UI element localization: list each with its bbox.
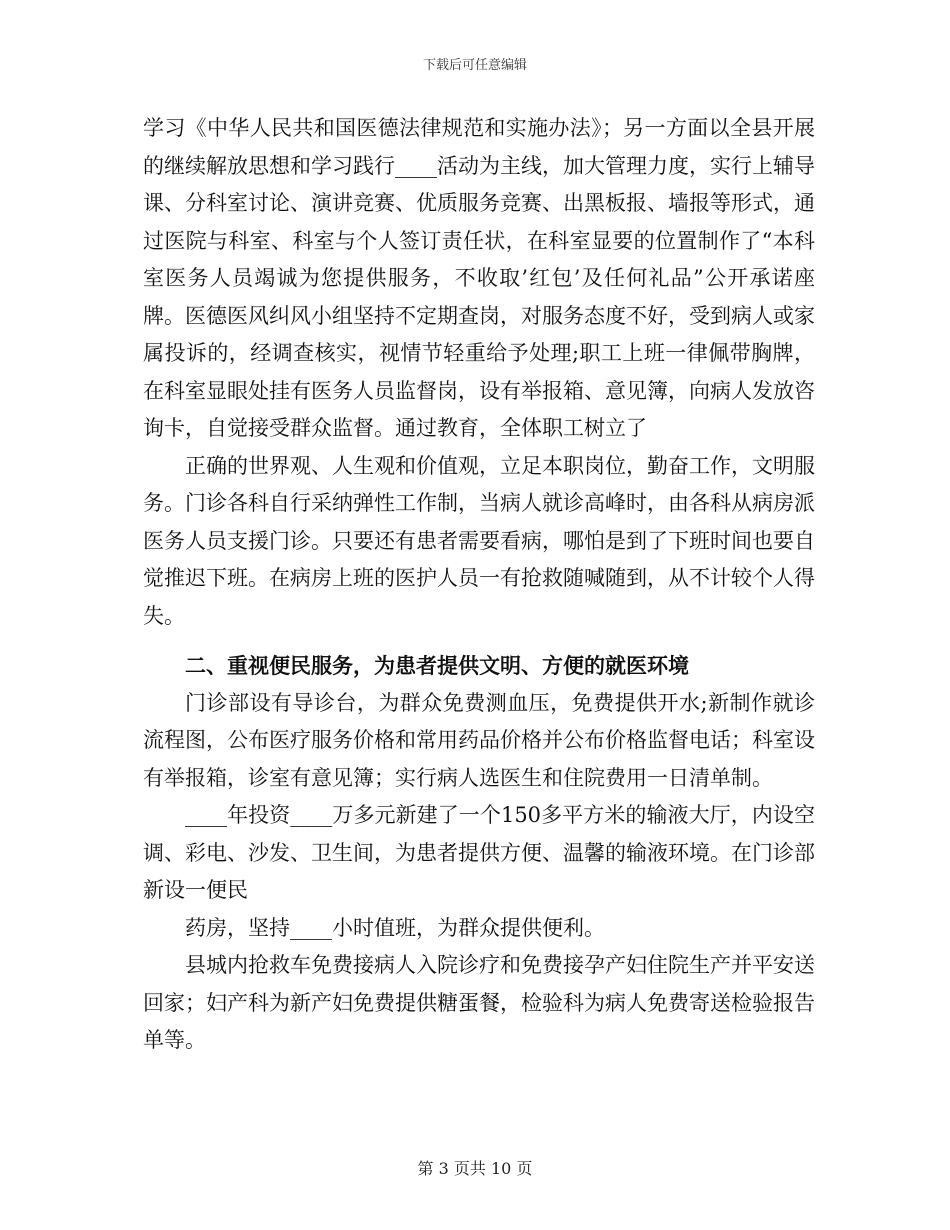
paragraph-outpatient-service: 门诊部设有导诊台，为群众免费测血压，免费提供开水;新制作就诊流程图，公布医疗服务价格和常用药品价格并公布价格监督电话；科室设有举报箱，诊室有意见簿；实行病人选医生和住院费用一日清单制。 [143, 690, 815, 790]
paragraph-medical-ethics: 学习《中华人民共和国医德法律规范和实施办法》；另一方面以全县开展的继续解放思想和学习践行____活动为主线，加大管理力度，实行上辅导课、分科室讨论、演讲竞赛、优质服务竞赛、出黑板报、墙报等形式，通过医院与科室、科室与个人签订责任状，在科室显要的位置制作了“本科室医务人员竭诚为您提供服务，不收取’红包’及任何礼品”公开承诺座牌。医德医风纠风小组坚持不定期查岗，对服务态度不好，受到病人或家属投诉的，经调查核实，视情节轻重给予处理;职工上班一律佩带胸牌，在科室显眼处挂有医务人员监督岗，设有举报箱、意见簿，向病人发放咨询卡，自觉接受群众监督。通过教育，全体职工树立了 [143, 116, 815, 440]
page-header: 下载后可任意编辑 [422, 58, 527, 73]
document-body [143, 110, 815, 1060]
paragraph-worldview: 正确的世界观、人生观和价值观，立足本职岗位，勤奋工作，文明服务。门诊各科自行采纳弹性工作制，当病人就诊高峰时，由各科从病房派医务人员支援门诊。只要还有患者需要看病，哪怕是到了下班时间也要自觉推迟下班。在病房上班的医护人员一有抢救随喊随到，从不计较个人得失。 [143, 453, 815, 628]
paragraph-ambulance: 县城内抢救车免费接病人入院诊疗和免费接孕产妇住院生产并平安送回家；妇产科为新产妇免费提供糖蛋餐，检验科为病人免费寄送检验报告单等。 [143, 953, 815, 1052]
section-heading: 二、重视便民服务，为患者提供文明、方便的就医环境 [185, 653, 689, 678]
page-footer: 第 3 页共 10 页 [417, 1159, 533, 1178]
paragraph-infusion-hall: ____年投资____万多元新建了一个150多平方米的输液大厅，内设空调、彩电、沙发、卫生间，为患者提供方便、温馨的输液环境。在门诊部新设一便民 [143, 803, 815, 902]
paragraph-pharmacy: 药房，坚持____小时值班，为群众提供便利。 [185, 915, 605, 940]
